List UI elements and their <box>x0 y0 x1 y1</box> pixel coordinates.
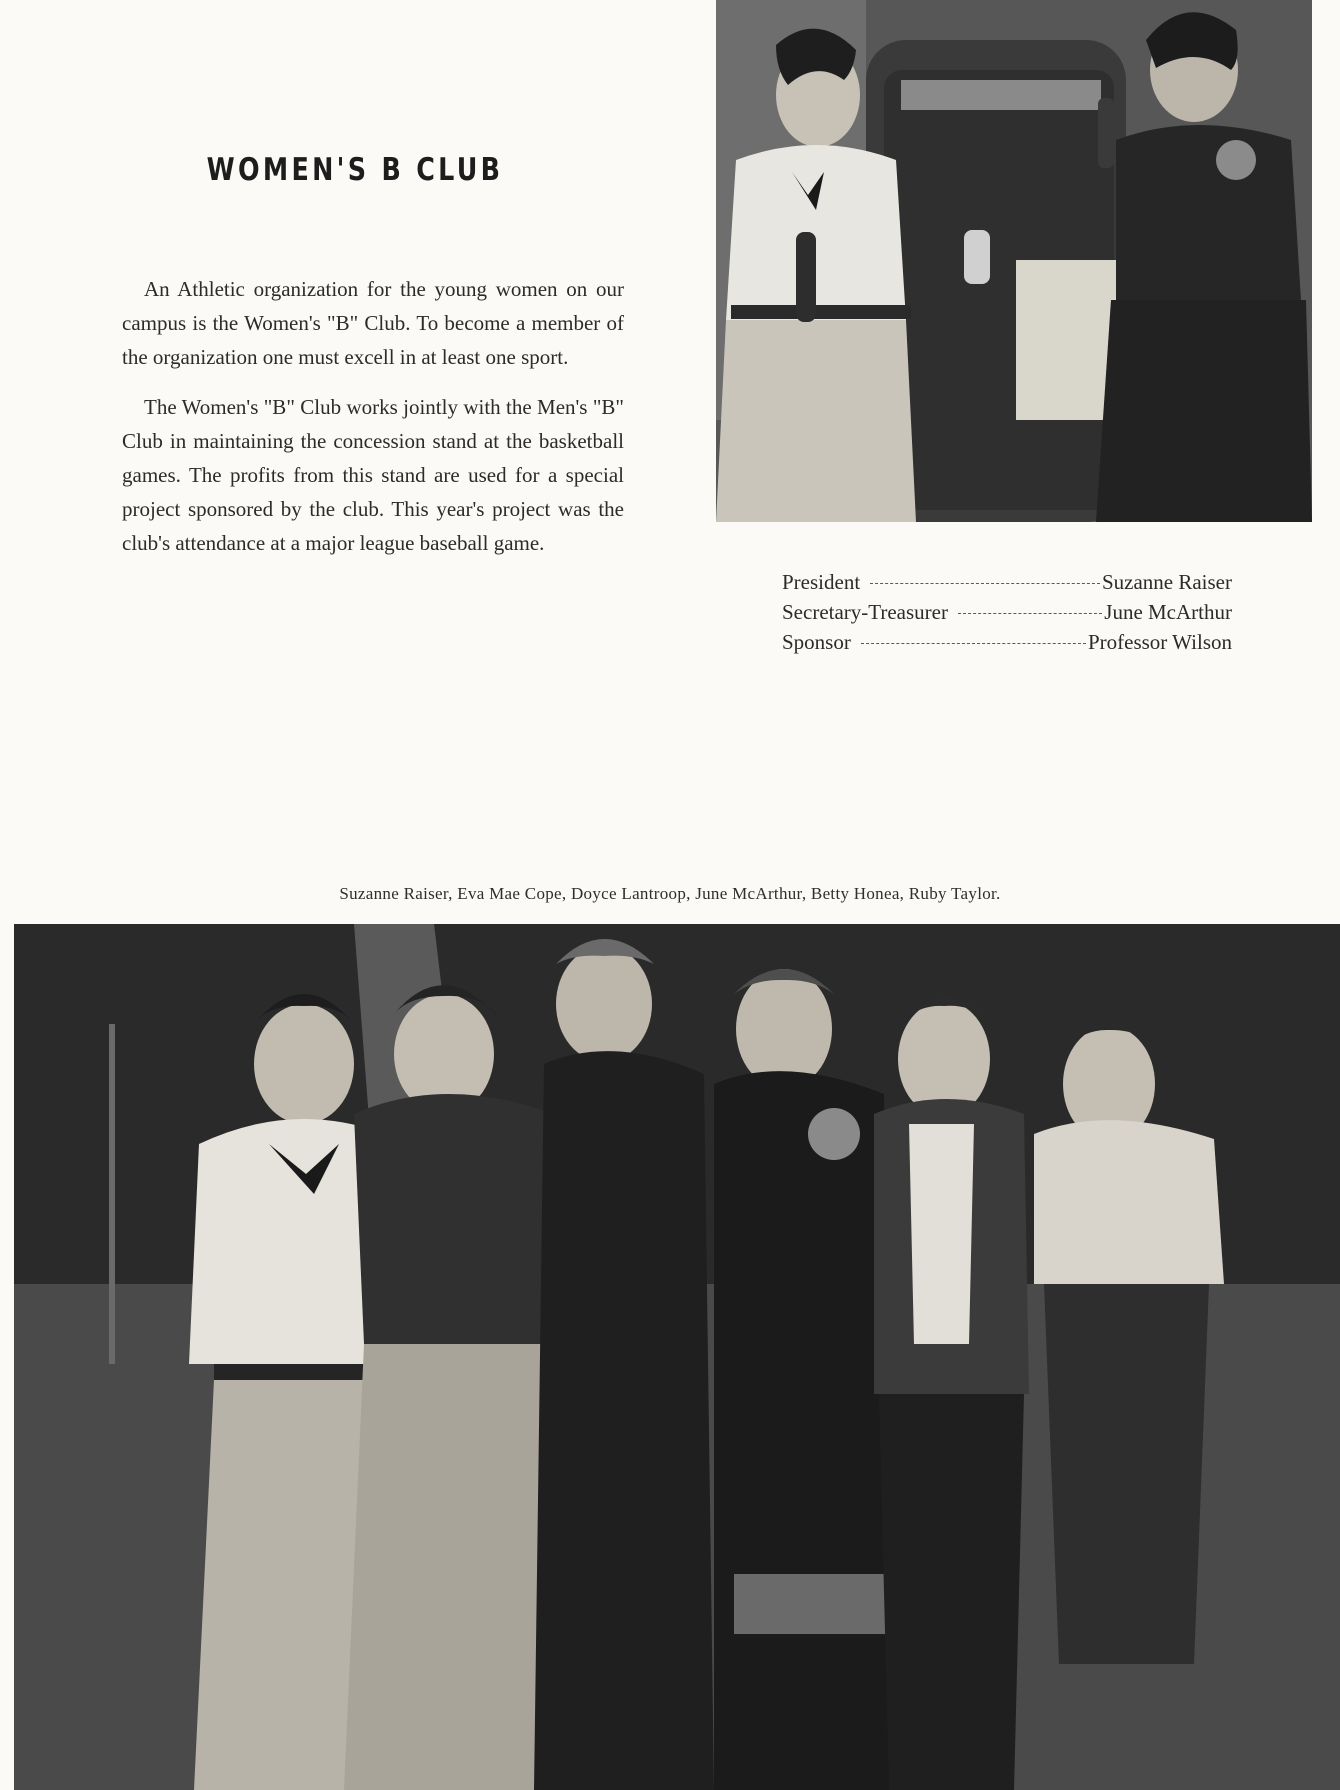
officer-name: June McArthur <box>1104 600 1232 624</box>
paragraph-1: An Athletic organization for the young women on our campus is the Women's "B" Club. To become a member of the organization one must excell in at least one sport. <box>122 277 624 369</box>
officer-row-sponsor <box>782 627 1232 657</box>
officer-role: Secretary-Treasurer <box>782 600 948 624</box>
officer-role: Sponsor <box>782 630 851 654</box>
person-2 <box>344 985 559 1790</box>
leader-line <box>958 613 1102 614</box>
description-text <box>122 272 624 560</box>
photo-caption: Suzanne Raiser, Eva Mae Cope, Doyce Lantroop, June McArthur, Betty Honea, Ruby Taylor. <box>339 884 1001 903</box>
officer-row-secretary-treasurer <box>782 597 1232 627</box>
leader-line <box>870 583 1100 584</box>
page-title: WOMEN'S B CLUB <box>206 152 504 188</box>
officer-name: Professor Wilson <box>1087 630 1232 654</box>
vending-machine-photo <box>716 0 1312 522</box>
group-photo <box>14 924 1340 1790</box>
officer-role: President <box>782 570 861 594</box>
leader-line <box>861 643 1086 644</box>
officer-name: Suzanne Raiser <box>1101 570 1232 594</box>
officers-list <box>782 567 1232 657</box>
officer-row-president <box>782 567 1232 597</box>
paragraph-2: The Women's "B" Club works jointly with the Men's "B" Club in maintaining the concession stand at the basketball games. The profits from this stand are used for a special project sponsored by the club. This year's project was the club's attendance at a major league baseball game. <box>122 395 624 555</box>
person-4 <box>714 969 894 1790</box>
person-5 <box>874 998 1029 1790</box>
